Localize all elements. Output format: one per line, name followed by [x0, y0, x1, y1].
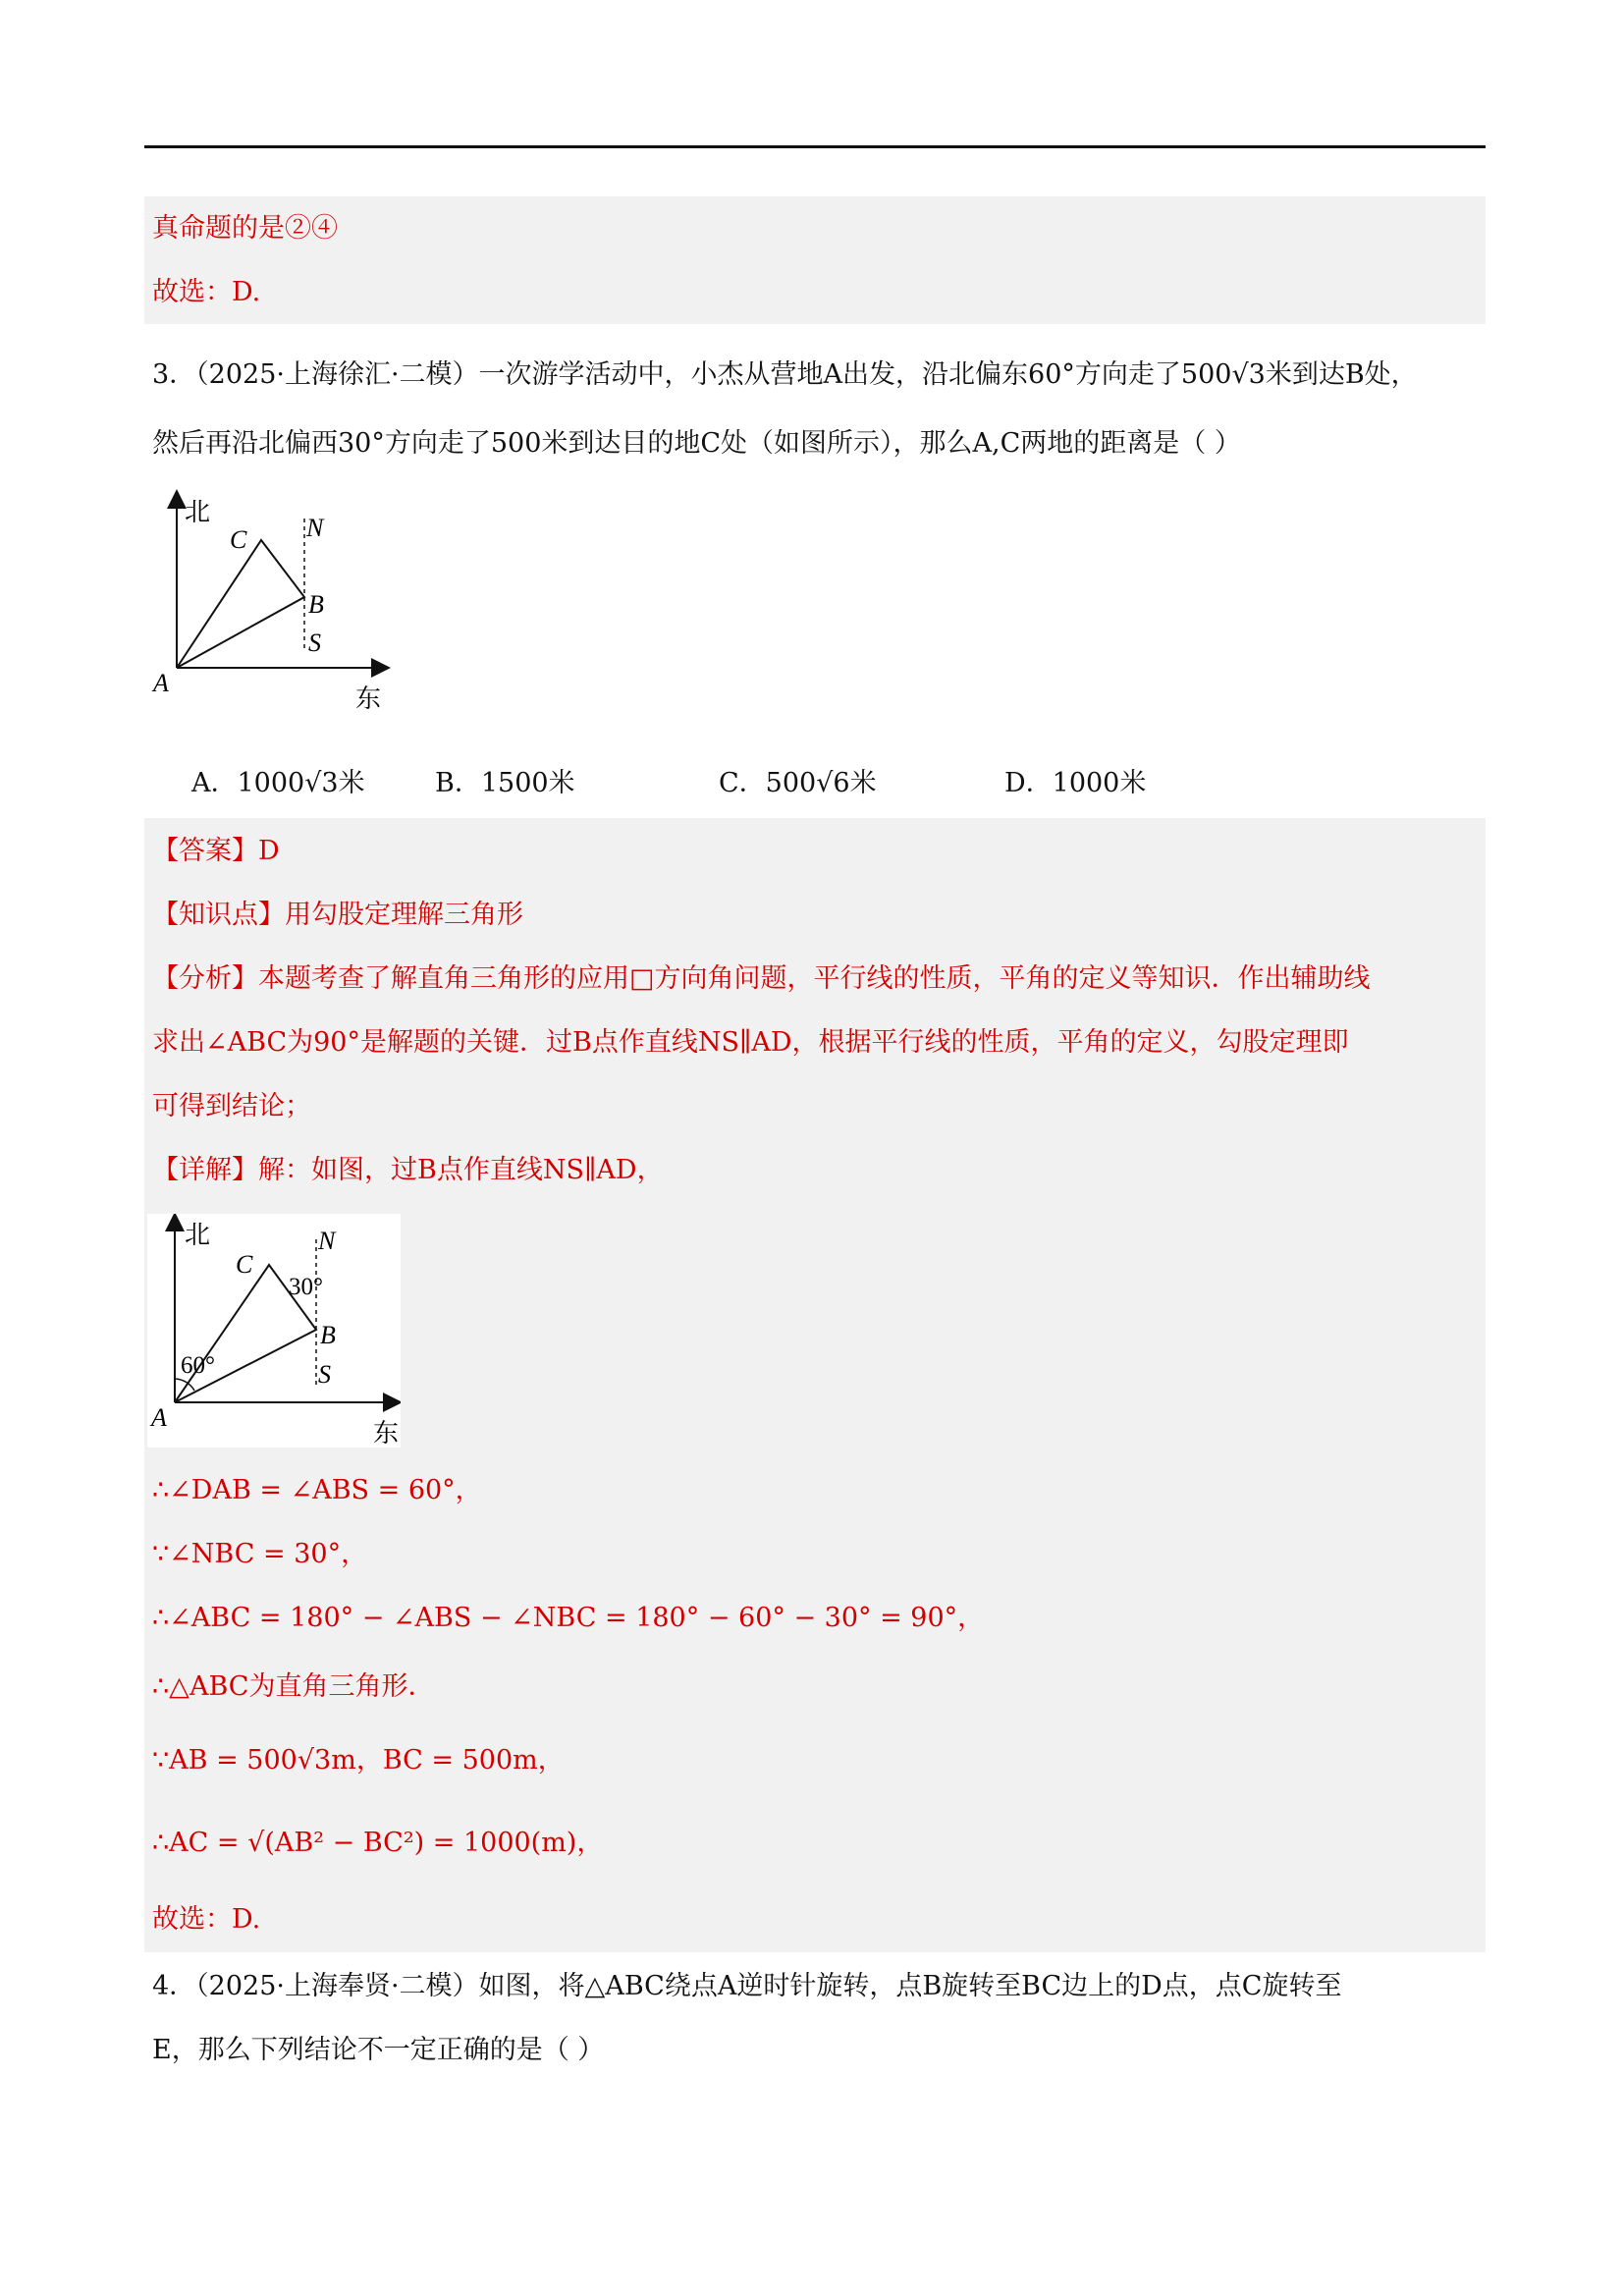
question-3-stem-line2: 然后再沿北偏西30°方向走了500米到达目的地C处（如图所示），那么A,C两地的距离是（ ）	[152, 428, 1241, 459]
step-6: ∴AC = √(AB² − BC²) = 1000(m)，	[152, 1828, 604, 1858]
angle-30-label: 30°	[289, 1274, 323, 1300]
knowledge-line: 【知识点】用勾股定理解三角形	[152, 900, 523, 930]
analysis-line2: 求出∠ABC为90°是解题的关键．过B点作直线NS∥AD，根据平行线的性质，平角的定义，勾股定理即	[152, 1027, 1349, 1058]
question-4-stem-line2: E，那么下列结论不一定正确的是（ ）	[152, 2035, 605, 2065]
question-3-stem-line1: 3．（2025·上海徐汇·二模）一次游学活动中，小杰从营地A出发，沿北偏东60°方向走了500√3米到达B处，	[152, 359, 1418, 390]
previous-answer-line1: 真命题的是②④	[152, 213, 338, 244]
solution-point-b-label: B	[320, 1321, 336, 1349]
solution-point-a-label: A	[151, 1403, 167, 1432]
solution-point-n-label: N	[318, 1227, 336, 1255]
point-c-label: C	[230, 525, 247, 554]
point-a-label: A	[153, 669, 169, 697]
east-label: 东	[355, 684, 382, 713]
detail-intro: 【详解】解：如图，过B点作直线NS∥AD，	[152, 1155, 664, 1185]
analysis-line1: 【分析】本题考查了解直角三角形的应用□方向角问题，平行线的性质，平角的定义等知识．作出辅助线	[152, 963, 1371, 994]
option-b: B．1500米	[435, 768, 575, 798]
solution-north-label: 北	[185, 1221, 211, 1249]
step-2: ∵∠NBC = 30°，	[152, 1539, 368, 1569]
step-3: ∴∠ABC = 180° − ∠ABS − ∠NBC = 180° − 60° − 30° = 90°，	[152, 1603, 985, 1633]
option-d: D．1000米	[1004, 768, 1147, 798]
solution-point-c-label: C	[236, 1250, 253, 1279]
point-n-label: N	[306, 514, 324, 542]
point-b-label: B	[308, 590, 324, 619]
step-4: ∴△ABC为直角三角形．	[152, 1671, 435, 1702]
header-rule	[144, 145, 1486, 148]
north-label: 北	[185, 498, 211, 526]
step-1: ∴∠DAB = ∠ABS = 60°，	[152, 1475, 482, 1505]
solution-east-label: 东	[373, 1419, 400, 1448]
angle-60-label: 60°	[181, 1352, 215, 1379]
solution-figure	[147, 1214, 401, 1448]
answer-line: 【答案】D	[152, 836, 280, 866]
previous-answer-line2: 故选：D.	[152, 277, 261, 307]
analysis-line3: 可得到结论；	[152, 1091, 311, 1121]
step-5: ∵AB = 500√3m，BC = 500m，	[152, 1745, 565, 1776]
question-4-stem-line1: 4．（2025·上海奉贤·二模）如图，将△ABC绕点A逆时针旋转，点B旋转至BC边上的D点，点C旋转至	[152, 1971, 1342, 2001]
solution-point-s-label: S	[318, 1360, 331, 1389]
option-a: A．1000√3米	[191, 768, 365, 798]
option-c: C．500√6米	[719, 768, 877, 798]
question-3-figure	[147, 489, 403, 721]
point-s-label: S	[308, 629, 321, 657]
conclusion-line: 故选：D.	[152, 1904, 261, 1935]
previous-answer-box	[144, 196, 1486, 324]
